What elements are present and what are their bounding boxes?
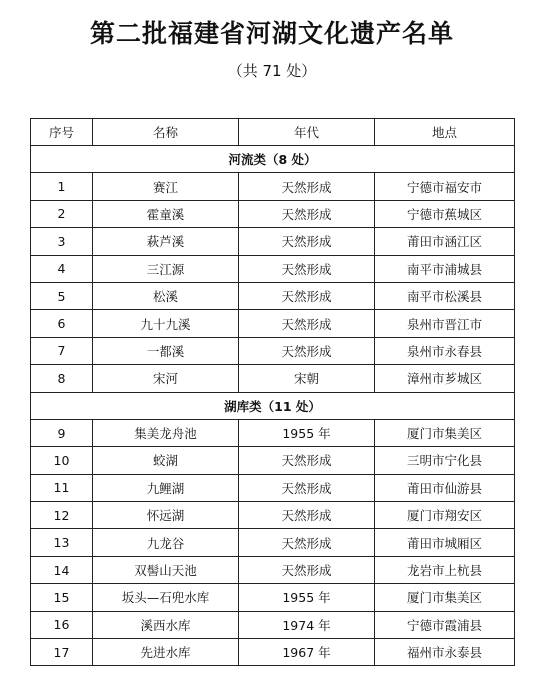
cell-place: 泉州市永春县: [375, 337, 515, 364]
cell-era: 宋朝: [239, 365, 375, 392]
cell-no: 6: [31, 310, 93, 337]
heritage-table: [30, 118, 515, 666]
cell-place: 莆田市仙游县: [375, 474, 515, 501]
cell-no: 4: [31, 255, 93, 282]
table-body: [31, 146, 515, 666]
section-row: [31, 146, 515, 173]
table-row: [31, 200, 515, 227]
cell-era: 天然形成: [239, 173, 375, 200]
header-name: 名称: [93, 119, 239, 146]
table-row: [31, 365, 515, 392]
table-row: [31, 639, 515, 666]
cell-no: 5: [31, 282, 93, 309]
cell-name: 溪西水库: [93, 611, 239, 638]
table-row: [31, 337, 515, 364]
cell-no: 7: [31, 337, 93, 364]
section-label: 河流类（8 处）: [31, 146, 515, 173]
cell-name: 坂头—石兜水库: [93, 584, 239, 611]
table-row: [31, 173, 515, 200]
table-row: [31, 474, 515, 501]
cell-no: 17: [31, 639, 93, 666]
cell-name: 霍童溪: [93, 200, 239, 227]
cell-name: 三江源: [93, 255, 239, 282]
cell-no: 16: [31, 611, 93, 638]
cell-place: 南平市松溪县: [375, 282, 515, 309]
table-header-row: [31, 119, 515, 146]
cell-name: 松溪: [93, 282, 239, 309]
section-label: 湖库类（11 处）: [31, 392, 515, 419]
cell-place: 宁德市蕉城区: [375, 200, 515, 227]
cell-place: 漳州市芗城区: [375, 365, 515, 392]
cell-name: 萩芦溪: [93, 228, 239, 255]
cell-place: 莆田市城厢区: [375, 529, 515, 556]
table-row: [31, 584, 515, 611]
cell-name: 九十九溪: [93, 310, 239, 337]
table-row: [31, 447, 515, 474]
cell-era: 天然形成: [239, 502, 375, 529]
cell-era: 天然形成: [239, 474, 375, 501]
cell-no: 1: [31, 173, 93, 200]
cell-no: 11: [31, 474, 93, 501]
cell-era: 1955 年: [239, 419, 375, 446]
cell-name: 宋河: [93, 365, 239, 392]
cell-era: 1955 年: [239, 584, 375, 611]
cell-era: 天然形成: [239, 310, 375, 337]
cell-no: 12: [31, 502, 93, 529]
cell-place: 宁德市霞浦县: [375, 611, 515, 638]
cell-name: 九龙谷: [93, 529, 239, 556]
table-row: [31, 529, 515, 556]
cell-place: 莆田市涵江区: [375, 228, 515, 255]
cell-place: 福州市永泰县: [375, 639, 515, 666]
cell-name: 一都溪: [93, 337, 239, 364]
cell-place: 厦门市翔安区: [375, 502, 515, 529]
cell-name: 集美龙舟池: [93, 419, 239, 446]
cell-era: 天然形成: [239, 529, 375, 556]
cell-no: 15: [31, 584, 93, 611]
page-title: 第二批福建省河湖文化遗产名单: [89, 19, 454, 48]
cell-place: 宁德市福安市: [375, 173, 515, 200]
table-row: [31, 255, 515, 282]
cell-place: 泉州市晋江市: [375, 310, 515, 337]
cell-era: 天然形成: [239, 282, 375, 309]
cell-name: 双髻山天池: [93, 556, 239, 583]
cell-name: 赛江: [93, 173, 239, 200]
cell-name: 蛟湖: [93, 447, 239, 474]
cell-no: 9: [31, 419, 93, 446]
table-row: [31, 556, 515, 583]
cell-place: 厦门市集美区: [375, 584, 515, 611]
cell-era: 天然形成: [239, 337, 375, 364]
cell-place: 龙岩市上杭县: [375, 556, 515, 583]
cell-no: 14: [31, 556, 93, 583]
cell-name: 九鲤湖: [93, 474, 239, 501]
cell-era: 1974 年: [239, 611, 375, 638]
header-era: 年代: [239, 119, 375, 146]
cell-no: 3: [31, 228, 93, 255]
cell-era: 天然形成: [239, 255, 375, 282]
table-row: [31, 228, 515, 255]
cell-no: 2: [31, 200, 93, 227]
cell-no: 8: [31, 365, 93, 392]
cell-era: 天然形成: [239, 447, 375, 474]
table-row: [31, 502, 515, 529]
cell-place: 三明市宁化县: [375, 447, 515, 474]
page-subtitle: （共 71 处）: [227, 62, 317, 80]
cell-era: 天然形成: [239, 556, 375, 583]
table-row: [31, 611, 515, 638]
table-row: [31, 419, 515, 446]
cell-name: 怀远湖: [93, 502, 239, 529]
header-place: 地点: [375, 119, 515, 146]
section-row: [31, 392, 515, 419]
table-row: [31, 310, 515, 337]
cell-name: 先进水库: [93, 639, 239, 666]
table-row: [31, 282, 515, 309]
cell-era: 天然形成: [239, 200, 375, 227]
cell-place: 南平市浦城县: [375, 255, 515, 282]
cell-era: 天然形成: [239, 228, 375, 255]
cell-place: 厦门市集美区: [375, 419, 515, 446]
header-no: 序号: [31, 119, 93, 146]
cell-no: 13: [31, 529, 93, 556]
cell-no: 10: [31, 447, 93, 474]
cell-era: 1967 年: [239, 639, 375, 666]
